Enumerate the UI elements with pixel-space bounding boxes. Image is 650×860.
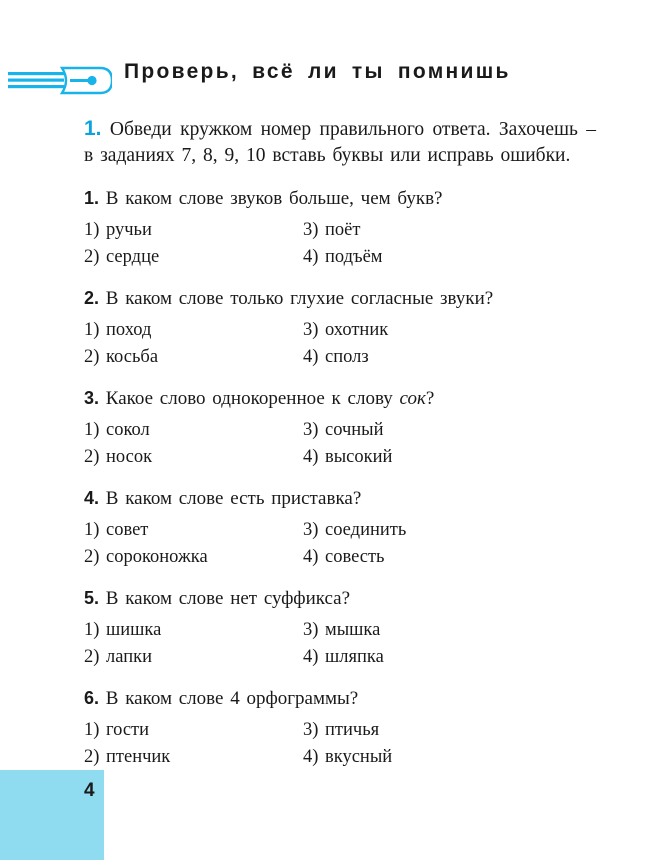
question-block: [84, 386, 596, 469]
option-item[interactable]: [303, 618, 596, 642]
option-label: косьба: [106, 347, 159, 367]
option-list: [84, 718, 596, 769]
pen-nib-icon: [8, 64, 112, 98]
option-item[interactable]: [84, 718, 303, 742]
option-item[interactable]: [84, 618, 303, 642]
question-text: В каком слове только глухие согласные звуки?: [105, 288, 494, 309]
option-label: лапки: [106, 647, 152, 667]
option-item[interactable]: [303, 445, 596, 469]
option-item[interactable]: [84, 518, 303, 542]
exercise-instruction: Обведи кружком номер правильного ответа. Захочешь – в заданиях 7, 8, 9, 10 вставь буквы или исправь ошибки.: [84, 119, 597, 166]
option-label: ручьи: [106, 220, 152, 240]
question-stem: [84, 486, 596, 511]
option-item[interactable]: [303, 545, 596, 569]
option-item[interactable]: [84, 345, 303, 369]
option-item[interactable]: [303, 345, 596, 369]
option-number: 4): [303, 447, 319, 467]
question-number: 3.: [84, 388, 100, 408]
option-number: 4): [303, 547, 319, 567]
question-text: В каком слове есть приставка?: [105, 488, 362, 509]
question-stem: [84, 686, 596, 711]
question-stem: [84, 586, 596, 611]
option-number: 1): [84, 420, 100, 440]
option-number: 4): [303, 647, 319, 667]
option-label: сердце: [106, 247, 160, 267]
option-number: 3): [303, 420, 319, 440]
option-number: 3): [303, 720, 319, 740]
option-label: подъём: [325, 247, 383, 267]
option-number: 4): [303, 747, 319, 767]
option-item[interactable]: [84, 245, 303, 269]
option-number: 4): [303, 347, 319, 367]
option-number: 3): [303, 220, 319, 240]
option-item[interactable]: [303, 245, 596, 269]
question-block: [84, 186, 596, 269]
option-label: совет: [106, 520, 149, 540]
left-margin-rail: [0, 0, 14, 860]
option-item[interactable]: [84, 318, 303, 342]
option-item[interactable]: [84, 418, 303, 442]
question-text: В каком слове 4 орфограммы?: [105, 688, 359, 709]
option-label: сокол: [106, 420, 150, 440]
option-item[interactable]: [84, 745, 303, 769]
option-item[interactable]: [303, 745, 596, 769]
option-item[interactable]: [84, 545, 303, 569]
option-number: 2): [84, 447, 100, 467]
exercise-number: 1.: [84, 117, 102, 140]
option-number: 3): [303, 620, 319, 640]
option-item[interactable]: [303, 718, 596, 742]
option-label: шишка: [106, 620, 162, 640]
option-label: сполз: [325, 347, 369, 367]
option-number: 2): [84, 647, 100, 667]
exercise-content: [84, 116, 596, 786]
option-number: 2): [84, 747, 100, 767]
question-stem: [84, 286, 596, 311]
option-number: 2): [84, 347, 100, 367]
page-header: [0, 58, 650, 108]
option-item[interactable]: [84, 218, 303, 242]
option-label: поёт: [325, 220, 361, 240]
question-number: 4.: [84, 488, 100, 508]
option-list: [84, 518, 596, 569]
option-item[interactable]: [303, 418, 596, 442]
option-number: 1): [84, 520, 100, 540]
option-label: поход: [106, 320, 152, 340]
option-number: 3): [303, 320, 319, 340]
option-item[interactable]: [303, 645, 596, 669]
question-number: 2.: [84, 288, 100, 308]
question-stem: [84, 186, 596, 211]
option-item[interactable]: [303, 518, 596, 542]
option-label: мышка: [325, 620, 381, 640]
option-label: гости: [106, 720, 150, 740]
option-label: сочный: [325, 420, 384, 440]
option-item[interactable]: [303, 318, 596, 342]
option-label: шляпка: [325, 647, 384, 667]
question-stem: [84, 386, 596, 411]
option-item[interactable]: [84, 645, 303, 669]
option-list: [84, 218, 596, 269]
option-number: 1): [84, 220, 100, 240]
option-label: птичья: [325, 720, 380, 740]
option-label: птенчик: [106, 747, 171, 767]
option-label: носок: [106, 447, 153, 467]
option-list: [84, 318, 596, 369]
question-text: Какое слово однокоренное к слову сок?: [105, 388, 435, 409]
option-item[interactable]: [303, 218, 596, 242]
question-italic-word: сок: [399, 388, 426, 409]
page-title: Проверь, всё ли ты помнишь: [124, 60, 511, 83]
question-text: В каком слове звуков больше, чем букв?: [105, 188, 443, 209]
option-number: 2): [84, 247, 100, 267]
option-number: 1): [84, 720, 100, 740]
option-number: 1): [84, 320, 100, 340]
question-block: [84, 486, 596, 569]
option-number: 2): [84, 547, 100, 567]
option-label: вкусный: [325, 747, 393, 767]
exercise-intro: [84, 116, 596, 168]
question-block: [84, 286, 596, 369]
option-label: соединить: [325, 520, 407, 540]
question-block: [84, 686, 596, 769]
page-number: 4: [84, 780, 95, 801]
question-text: В каком слове нет суффикса?: [105, 588, 351, 609]
option-label: сороконожка: [106, 547, 208, 567]
question-number: 6.: [84, 688, 100, 708]
question-number: 5.: [84, 588, 100, 608]
option-number: 1): [84, 620, 100, 640]
option-label: совесть: [325, 547, 385, 567]
question-block: [84, 586, 596, 669]
option-list: [84, 618, 596, 669]
option-number: 4): [303, 247, 319, 267]
option-list: [84, 418, 596, 469]
option-label: охотник: [325, 320, 389, 340]
option-label: высокий: [325, 447, 393, 467]
option-item[interactable]: [84, 445, 303, 469]
question-number: 1.: [84, 188, 100, 208]
option-number: 3): [303, 520, 319, 540]
